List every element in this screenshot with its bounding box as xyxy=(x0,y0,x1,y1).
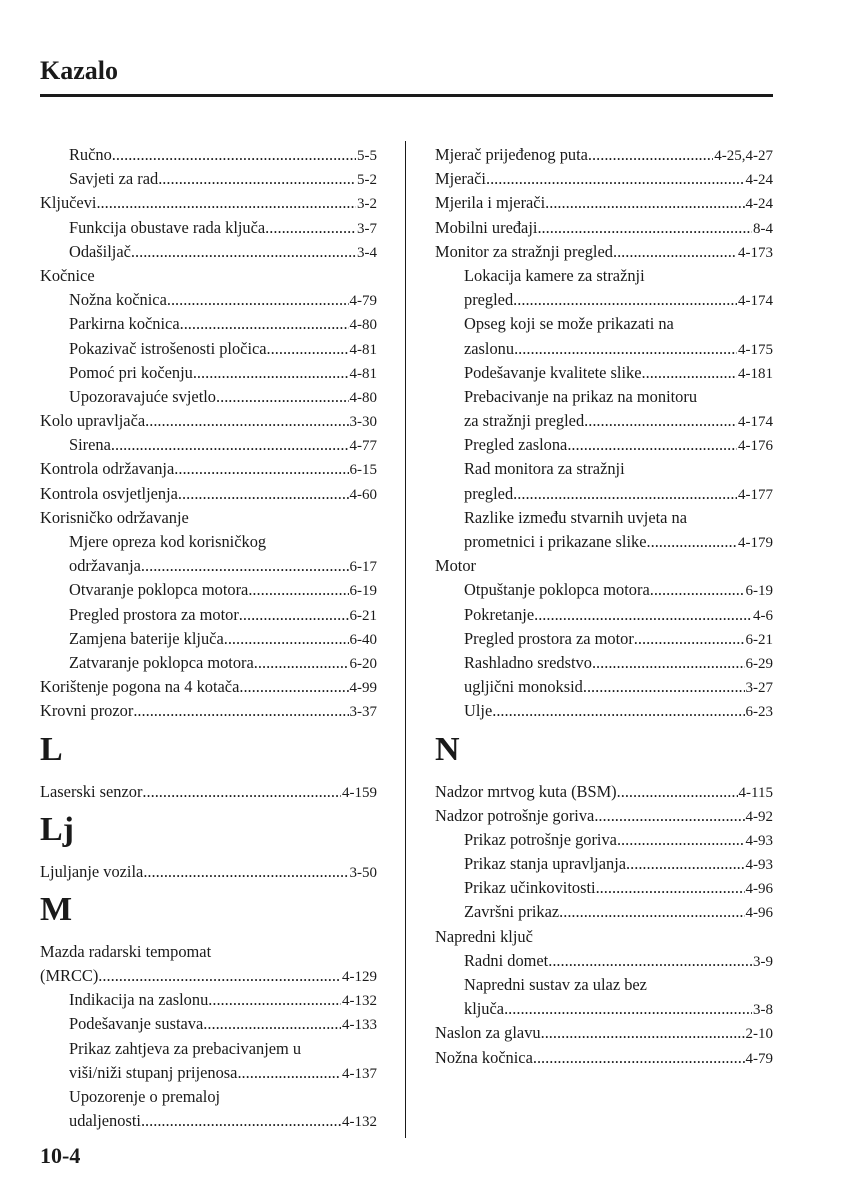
index-subentry xyxy=(435,264,773,288)
index-column-right xyxy=(435,143,773,1070)
entry-page-ref: 3-37 xyxy=(349,704,377,721)
dot-leader xyxy=(642,361,737,385)
dot-leader xyxy=(239,675,348,699)
index-entry xyxy=(40,780,377,804)
dot-leader xyxy=(178,482,349,506)
index-column-left xyxy=(40,143,377,1133)
entry-page-ref: 4-175 xyxy=(738,341,773,358)
index-subentry xyxy=(435,627,773,651)
index-subentry xyxy=(435,530,773,554)
index-subentry xyxy=(435,651,773,675)
index-subentry xyxy=(40,385,377,409)
entry-text: Kontrola održavanja xyxy=(40,459,175,479)
index-subentry xyxy=(40,167,377,191)
index-entry xyxy=(40,964,377,988)
header-rule xyxy=(40,94,773,97)
entry-page-ref: 6-21 xyxy=(349,607,377,624)
index-subentry xyxy=(435,457,773,481)
index-entry xyxy=(435,804,773,828)
dot-leader xyxy=(239,603,349,627)
entry-text: Sirena xyxy=(69,435,111,455)
entry-text: Mazda radarski tempomat xyxy=(40,941,212,961)
entry-text: Lokacija kamere za stražnji xyxy=(464,265,645,285)
entry-text: ključa xyxy=(464,999,505,1019)
entry-text: Podešavanje kvalitete slike xyxy=(464,362,642,382)
entry-text: Otpuštanje poklopca motora xyxy=(464,580,650,600)
entry-text: Pregled prostora za motor xyxy=(464,628,634,648)
dot-leader xyxy=(193,361,349,385)
dot-leader xyxy=(203,1012,341,1036)
entry-text: ugljični monoksid xyxy=(464,677,583,697)
entry-text: Mjerila i mjerači xyxy=(435,193,546,213)
index-subentry xyxy=(40,337,377,361)
dot-leader xyxy=(98,964,341,988)
index-subentry xyxy=(40,288,377,312)
entry-page-ref: 5-5 xyxy=(357,148,377,164)
entry-page-ref: 4-80 xyxy=(349,389,377,406)
dot-leader xyxy=(267,337,349,361)
index-subentry xyxy=(40,312,377,336)
dot-leader xyxy=(111,433,349,457)
entry-page-ref: 4-132 xyxy=(342,993,377,1010)
index-subentry xyxy=(40,240,377,264)
index-entry xyxy=(435,167,773,191)
dot-leader xyxy=(224,627,349,651)
dot-leader xyxy=(567,433,737,457)
entry-text: Savjeti za rad xyxy=(69,169,159,189)
entry-page-ref: 4-60 xyxy=(349,486,377,503)
entry-text: pregled xyxy=(464,483,514,503)
entry-page-ref: 4-24 xyxy=(745,172,773,189)
index-subentry xyxy=(435,876,773,900)
entry-page-ref: 4-174 xyxy=(738,414,773,431)
entry-text: Korisničko održavanje xyxy=(40,507,189,527)
entry-text: Pregled zaslona xyxy=(464,435,568,455)
page-title: Kazalo xyxy=(40,56,118,85)
entry-text: Korištenje pogona na 4 kotača xyxy=(40,677,240,697)
entry-text: Pokretanje xyxy=(464,604,535,624)
index-subentry xyxy=(40,1085,377,1109)
dot-leader xyxy=(141,1109,341,1133)
dot-leader xyxy=(142,780,341,804)
index-entry xyxy=(40,457,377,481)
entry-page-ref: 4-6 xyxy=(753,607,773,624)
index-entry xyxy=(435,143,773,167)
index-subentry xyxy=(40,554,377,578)
entry-text: Parkirna kočnica xyxy=(69,314,180,334)
entry-text: Nožna kočnica xyxy=(435,1047,533,1067)
index-subentry xyxy=(435,288,773,312)
entry-page-ref: 6-29 xyxy=(745,655,773,672)
index-subentry xyxy=(435,603,773,627)
index-subentry xyxy=(435,578,773,602)
entry-page-ref: 6-15 xyxy=(349,462,377,479)
entry-text: Monitor za stražnji pregled xyxy=(435,241,613,261)
entry-text: Ključevi xyxy=(40,193,97,213)
entry-text: Indikacija na zaslonu xyxy=(69,990,209,1010)
entry-text: Laserski senzor xyxy=(40,781,143,801)
entry-page-ref: 5-2 xyxy=(357,172,377,189)
entry-text: Napredni ključ xyxy=(435,926,533,946)
index-entry xyxy=(435,216,773,240)
section-letter: L xyxy=(40,730,63,768)
entry-text: Prikaz potrošnje goriva xyxy=(464,829,617,849)
index-subentry xyxy=(40,216,377,240)
entry-text: Opseg koji se može prikazati na xyxy=(464,314,674,334)
entry-text: Prikaz stanja upravljanja xyxy=(464,854,627,874)
dot-leader xyxy=(559,900,744,924)
index-entry xyxy=(40,482,377,506)
entry-page-ref: 2-10 xyxy=(745,1026,773,1043)
entry-page-ref: 6-19 xyxy=(745,583,773,600)
entry-page-ref: 4-159 xyxy=(342,784,377,801)
entry-text: Ručno xyxy=(69,145,112,164)
index-entry xyxy=(435,1046,773,1070)
entry-page-ref: 4-176 xyxy=(738,438,773,455)
index-subentry xyxy=(40,361,377,385)
dot-leader xyxy=(254,651,349,675)
dot-leader xyxy=(584,409,737,433)
section-letter: M xyxy=(40,890,73,928)
entry-page-ref: 4-81 xyxy=(349,365,377,382)
entry-page-ref: 4-179 xyxy=(738,535,773,551)
entry-page-ref: 4-24 xyxy=(745,196,773,213)
entry-text: Kontrola osvjetljenja xyxy=(40,483,178,503)
index-subentry xyxy=(40,603,377,627)
entry-text: Odašiljač xyxy=(69,241,131,261)
dot-leader xyxy=(650,578,745,602)
entry-page-ref: 3-30 xyxy=(349,414,377,431)
entry-text: Mjere opreza kod korisničkog xyxy=(69,532,267,551)
index-subentry xyxy=(435,900,773,924)
index-subentry xyxy=(40,1037,377,1061)
entry-text: Funkcija obustave rada ključa xyxy=(69,217,266,237)
dot-leader xyxy=(533,1046,745,1070)
entry-page-ref: 6-20 xyxy=(349,655,377,672)
index-entry xyxy=(435,1021,773,1045)
entry-page-ref: 4-79 xyxy=(745,1050,773,1067)
entry-page-ref: 4-25,4-27 xyxy=(714,148,773,164)
dot-leader xyxy=(634,627,745,651)
index-subentry xyxy=(40,530,377,554)
entry-text: Pokazivač istrošenosti pločica xyxy=(69,338,267,358)
dot-leader xyxy=(208,988,341,1012)
entry-text: Mjerači xyxy=(435,169,486,189)
dot-leader xyxy=(592,651,745,675)
section-letter: N xyxy=(435,730,460,768)
entry-page-ref: 4-129 xyxy=(342,969,377,986)
index-subentry xyxy=(435,361,773,385)
section-letter: Lj xyxy=(40,810,74,848)
index-entry xyxy=(40,860,377,884)
index-entry xyxy=(40,940,377,964)
entry-text: Ulje xyxy=(464,701,493,721)
index-subentry xyxy=(435,409,773,433)
entry-page-ref: 6-23 xyxy=(745,704,773,721)
entry-text: pregled xyxy=(464,290,514,310)
entry-page-ref: 4-177 xyxy=(738,486,773,503)
index-entry xyxy=(40,506,377,530)
entry-text: Krovni prozor xyxy=(40,701,134,721)
entry-text: Nadzor mrtvog kuta (BSM) xyxy=(435,781,617,801)
entry-page-ref: 8-4 xyxy=(753,220,773,237)
dot-leader xyxy=(596,876,745,900)
entry-text: zaslonu xyxy=(464,338,515,358)
dot-leader xyxy=(541,1021,745,1045)
index-subentry xyxy=(40,1012,377,1036)
dot-leader xyxy=(513,482,737,506)
entry-page-ref: 4-132 xyxy=(342,1114,377,1131)
index-subentry xyxy=(435,949,773,973)
entry-page-ref: 4-93 xyxy=(745,832,773,849)
entry-text: Kolo upravljača xyxy=(40,411,146,431)
entry-page-ref: 3-9 xyxy=(753,953,773,970)
entry-page-ref: 4-99 xyxy=(349,680,377,697)
entry-text: Razlike između stvarnih uvjeta na xyxy=(464,507,688,527)
entry-page-ref: 6-21 xyxy=(745,631,773,648)
dot-leader xyxy=(216,385,348,409)
entry-text: Motor xyxy=(435,556,476,576)
entry-text: Prikaz zahtjeva za prebacivanjem u xyxy=(69,1038,302,1058)
index-subentry xyxy=(40,1061,377,1085)
entry-page-ref: 4-80 xyxy=(349,317,377,334)
entry-page-ref: 4-115 xyxy=(738,784,773,801)
entry-page-ref: 3-50 xyxy=(349,864,377,881)
index-subentry xyxy=(40,1109,377,1133)
index-subentry xyxy=(435,312,773,336)
dot-leader xyxy=(504,997,752,1021)
dot-leader xyxy=(158,167,356,191)
index-subentry xyxy=(40,143,377,167)
entry-text: Kočnice xyxy=(40,265,95,285)
entry-text: Radni domet xyxy=(464,950,549,970)
dot-leader xyxy=(583,675,745,699)
entry-page-ref: 4-137 xyxy=(342,1065,377,1082)
entry-page-ref: 4-173 xyxy=(738,244,773,261)
dot-leader xyxy=(145,409,348,433)
entry-page-ref: 6-40 xyxy=(349,631,377,648)
entry-page-ref: 4-174 xyxy=(738,293,773,310)
index-subentry xyxy=(40,988,377,1012)
dot-leader xyxy=(180,312,349,336)
dot-leader xyxy=(131,240,356,264)
index-subentry xyxy=(435,852,773,876)
index-entry xyxy=(40,409,377,433)
entry-text: Upozorenje o premaloj xyxy=(69,1087,221,1106)
index-subentry xyxy=(435,385,773,409)
index-entry xyxy=(435,240,773,264)
dot-leader xyxy=(167,288,349,312)
index-subentry xyxy=(435,997,773,1021)
dot-leader xyxy=(248,578,348,602)
entry-page-ref: 4-92 xyxy=(745,808,773,825)
index-subentry xyxy=(435,433,773,457)
entry-page-ref: 3-27 xyxy=(745,680,773,697)
dot-leader xyxy=(174,457,348,481)
dot-leader xyxy=(486,167,745,191)
entry-page-ref: 4-81 xyxy=(349,341,377,358)
entry-text: (MRCC) xyxy=(40,966,99,986)
index-entry xyxy=(435,191,773,215)
entry-text: Završni prikaz xyxy=(464,902,560,922)
index-subentry xyxy=(40,651,377,675)
dot-leader xyxy=(96,191,356,215)
dot-leader xyxy=(534,603,752,627)
entry-page-ref: 4-77 xyxy=(349,438,377,455)
dot-leader xyxy=(647,530,737,554)
entry-page-ref: 3-2 xyxy=(357,196,377,213)
column-divider xyxy=(405,141,406,1138)
index-entry xyxy=(435,780,773,804)
dot-leader xyxy=(514,337,737,361)
index-subentry xyxy=(435,828,773,852)
entry-text: udaljenosti xyxy=(69,1111,141,1131)
dot-leader xyxy=(237,1061,341,1085)
entry-text: prometnici i prikazane slike xyxy=(464,532,647,551)
index-entry xyxy=(435,554,773,578)
entry-page-ref: 3-4 xyxy=(357,244,377,261)
entry-page-ref: 4-133 xyxy=(342,1017,377,1034)
entry-text: Otvaranje poklopca motora xyxy=(69,580,249,600)
dot-leader xyxy=(133,699,348,723)
entry-text: Nožna kočnica xyxy=(69,290,167,310)
dot-leader xyxy=(112,143,356,167)
entry-page-ref: 4-181 xyxy=(738,365,773,382)
entry-text: Pomoć pri kočenju xyxy=(69,362,193,382)
entry-page-ref: 6-17 xyxy=(349,559,377,576)
dot-leader xyxy=(617,780,738,804)
dot-leader xyxy=(492,699,744,723)
entry-page-ref: 3-7 xyxy=(357,220,377,237)
index-entry xyxy=(40,264,377,288)
entry-page-ref: 4-79 xyxy=(349,293,377,310)
entry-text: Rad monitora za stražnji xyxy=(464,459,625,479)
index-entry xyxy=(40,675,377,699)
dot-leader xyxy=(594,804,744,828)
entry-page-ref: 6-19 xyxy=(349,583,377,600)
index-entry xyxy=(435,925,773,949)
index-subentry xyxy=(40,578,377,602)
dot-leader xyxy=(545,191,744,215)
entry-text: Prebacivanje na prikaz na monitoru xyxy=(464,386,698,406)
dot-leader xyxy=(626,852,744,876)
dot-leader xyxy=(617,828,745,852)
entry-page-ref: 3-8 xyxy=(753,1002,773,1019)
dot-leader xyxy=(588,143,713,167)
index-subentry xyxy=(435,699,773,723)
dot-leader xyxy=(613,240,737,264)
entry-text: Pregled prostora za motor xyxy=(69,604,239,624)
entry-text: Rashladno sredstvo xyxy=(464,652,592,672)
entry-text: Podešavanje sustava xyxy=(69,1014,204,1034)
entry-text: Napredni sustav za ulaz bez xyxy=(464,975,647,994)
entry-page-ref: 4-96 xyxy=(745,905,773,922)
dot-leader xyxy=(548,949,752,973)
index-entry xyxy=(40,191,377,215)
index-subentry xyxy=(40,627,377,651)
index-entry xyxy=(40,699,377,723)
entry-page-ref: 4-93 xyxy=(745,857,773,874)
entry-text: Prikaz učinkovitosti xyxy=(464,878,596,898)
dot-leader xyxy=(143,860,348,884)
entry-text: Zatvaranje poklopca motora xyxy=(69,652,254,672)
index-subentry xyxy=(435,506,773,530)
entry-text: Mjerač prijeđenog puta xyxy=(435,145,588,164)
entry-text: održavanja xyxy=(69,556,141,576)
dot-leader xyxy=(513,288,737,312)
entry-text: Ljuljanje vozila xyxy=(40,861,144,881)
dot-leader xyxy=(141,554,349,578)
entry-text: za stražnji pregled xyxy=(464,411,585,431)
entry-text: Nadzor potrošnje goriva xyxy=(435,805,595,825)
page-number: 10-4 xyxy=(40,1143,81,1168)
entry-text: Upozoravajuće svjetlo xyxy=(69,386,217,406)
index-subentry xyxy=(435,973,773,997)
dot-leader xyxy=(265,216,356,240)
entry-text: Mobilni uređaji xyxy=(435,217,538,237)
index-subentry xyxy=(435,675,773,699)
entry-text: viši/niži stupanj prijenosa xyxy=(69,1062,238,1082)
dot-leader xyxy=(537,216,752,240)
entry-text: Zamjena baterije ključa xyxy=(69,628,224,648)
index-subentry xyxy=(435,482,773,506)
entry-text: Naslon za glavu xyxy=(435,1023,541,1043)
index-subentry xyxy=(40,433,377,457)
entry-page-ref: 4-96 xyxy=(745,881,773,898)
index-subentry xyxy=(435,337,773,361)
